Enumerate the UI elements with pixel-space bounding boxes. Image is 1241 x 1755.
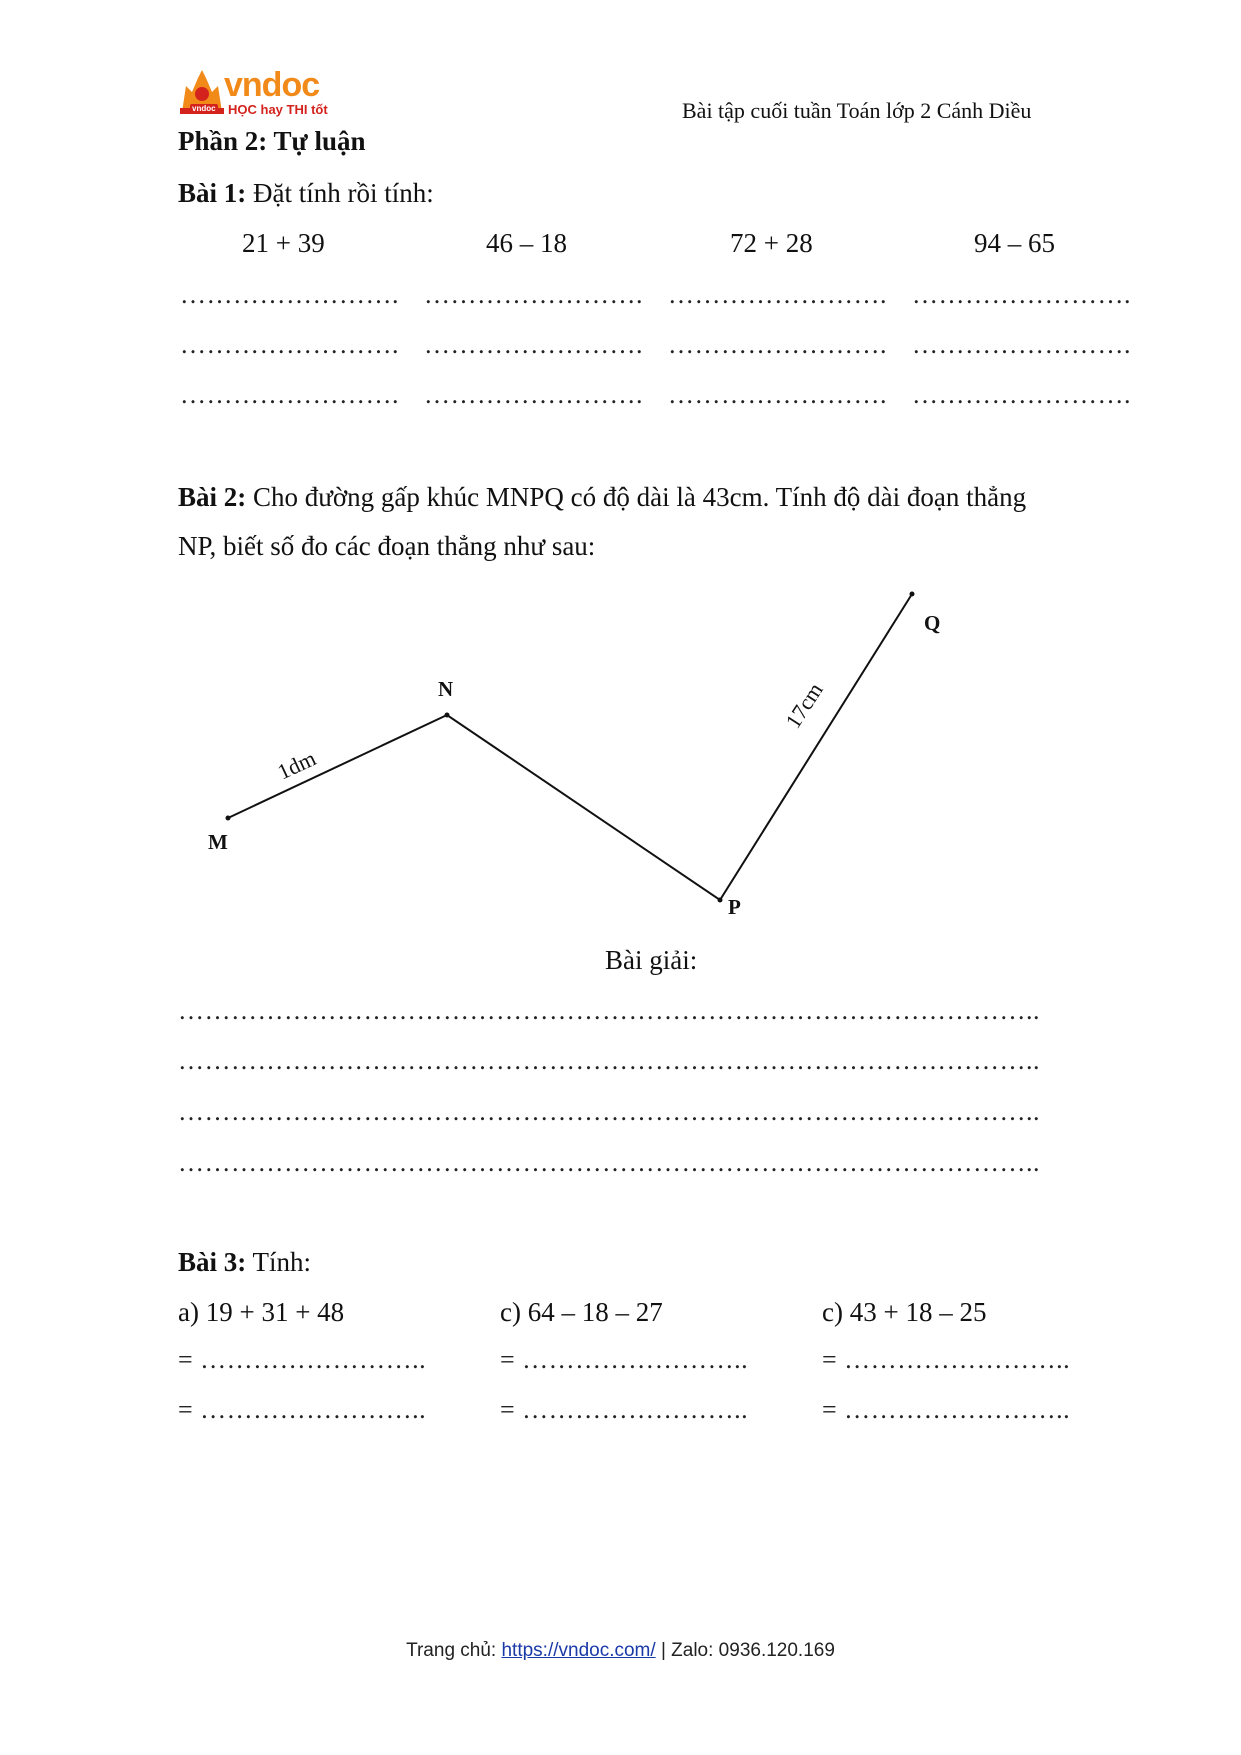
answer-dots: ……………………. — [668, 380, 887, 409]
label-m: M — [208, 830, 228, 854]
logo-tagline: HỌC hay THI tốt — [228, 102, 328, 117]
bai3-expression: c) 64 – 18 – 27 — [500, 1297, 663, 1327]
point-n — [445, 713, 450, 718]
bai3-heading — [178, 1245, 311, 1279]
bai3-expression: a) 19 + 31 + 48 — [178, 1297, 345, 1327]
bai3-expression: c) 43 + 18 – 25 — [822, 1297, 987, 1327]
label-n: N — [438, 677, 454, 701]
label-mn-length: 1dm — [273, 745, 320, 785]
point-p — [718, 898, 723, 903]
bai3-label: Bài 3: — [178, 1247, 247, 1277]
bai3-answer-line: = …………………….. — [500, 1395, 749, 1424]
bai1-expression: 72 + 28 — [730, 228, 813, 258]
bai3-answer-line: = …………………….. — [178, 1395, 427, 1424]
answer-dots: ……………………. — [180, 380, 399, 409]
footer-home-link[interactable]: https://vndoc.com/ — [501, 1640, 656, 1661]
document-header-title: Bài tập cuối tuần Toán lớp 2 Cánh Diều — [682, 98, 1032, 123]
solution-dots: …………………………………………………………………………………….. — [178, 1148, 1040, 1177]
bai2-label: Bài 2: — [178, 482, 247, 512]
label-p: P — [728, 895, 741, 919]
bai1-label: Bài 1: — [178, 178, 247, 208]
part-title: Phần 2: Tự luận — [178, 126, 366, 156]
answer-dots: ……………………. — [180, 330, 399, 359]
bai3-answer-line: = …………………….. — [178, 1345, 427, 1374]
label-pq-length: 17cm — [780, 678, 828, 733]
footer-contact: | Zalo: 0936.120.169 — [655, 1640, 835, 1661]
answer-dots: ……………………. — [424, 280, 643, 309]
logo-badge: vndoc — [192, 104, 216, 113]
label-q: Q — [924, 611, 941, 635]
solution-dots: …………………………………………………………………………………….. — [178, 1046, 1040, 1075]
polyline-mnpq — [228, 594, 912, 900]
footer-prefix: Trang chủ: — [406, 1640, 502, 1661]
answer-dots: ……………………. — [424, 330, 643, 359]
answer-dots: ……………………. — [912, 380, 1131, 409]
bai1-prompt: Đặt tính rồi tính: — [253, 178, 434, 208]
answer-dots: ……………………. — [668, 330, 887, 359]
bai2-prompt-line2: NP, biết số đo các đoạn thẳng như sau: — [178, 531, 596, 561]
solution-dots: …………………………………………………………………………………….. — [178, 1097, 1040, 1126]
bai3-answer-line: = …………………….. — [500, 1345, 749, 1374]
page-footer — [0, 1640, 1241, 1662]
answer-dots: ……………………. — [180, 280, 399, 309]
point-q — [910, 592, 915, 597]
answer-dots: ……………………. — [912, 280, 1131, 309]
logo-text: vndoc — [224, 66, 320, 104]
bai2-prompt-text: Cho đường gấp khúc MNPQ có độ dài là 43cm. Tính độ dài đoạn thẳng — [253, 482, 1027, 512]
bai1-expression: 46 – 18 — [486, 228, 567, 258]
solution-dots: …………………………………………………………………………………….. — [178, 996, 1040, 1025]
solution-title: Bài giải: — [605, 945, 698, 975]
point-m — [226, 816, 231, 821]
answer-dots: ……………………. — [424, 380, 643, 409]
bai1-expression: 94 – 65 — [974, 228, 1055, 258]
bai3-answer-line: = …………………….. — [822, 1395, 1071, 1424]
bai3-prompt: Tính: — [252, 1247, 312, 1277]
bai1-expression: 21 + 39 — [242, 228, 325, 258]
bai3-answer-line: = …………………….. — [822, 1345, 1071, 1374]
answer-dots: ……………………. — [668, 280, 887, 309]
answer-dots: ……………………. — [912, 330, 1131, 359]
